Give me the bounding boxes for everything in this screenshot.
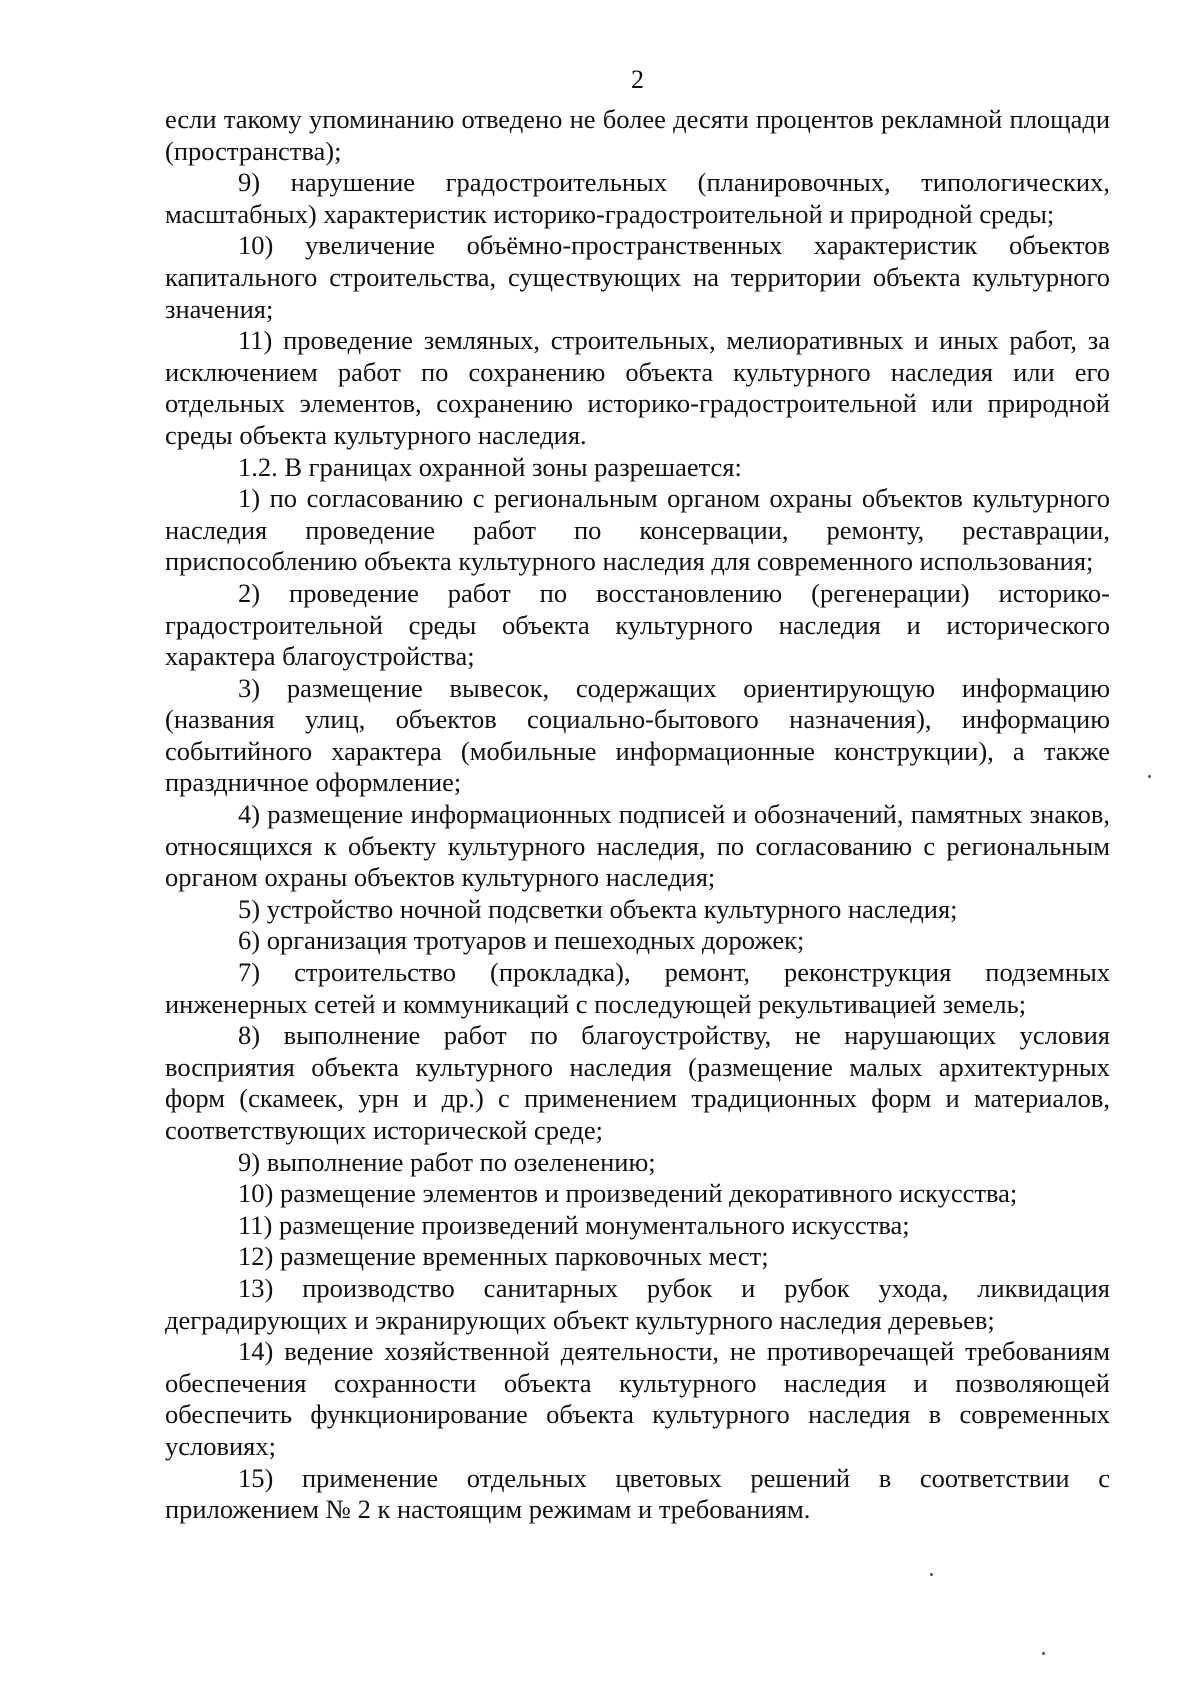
paragraph: если такому упоминанию отведено не более десяти процентов рекламной площади (пространства);	[165, 104, 1110, 166]
paragraph: 6) организация тротуаров и пешеходных дорожек;	[238, 925, 805, 956]
page-number: 2	[631, 65, 644, 94]
paragraph: 14) ведение хозяйственной деятельности, не противоречащей требованиям обеспечения сохранности объекта культурного наследия и позволяющей обеспечить функционирование объекта культурного наследия в современных условиях;	[165, 1336, 1110, 1461]
paragraph: 9) нарушение градостроительных (планировочных, типологических, масштабных) характеристик историко-градостроительной и природной среды;	[165, 167, 1110, 229]
paragraph: 7) строительство (прокладка), ремонт, реконструкция подземных инженерных сетей и коммуникаций с последующей рекультивацией земель;	[165, 957, 1110, 1019]
paragraph: 1) по согласованию с региональным органом охраны объектов культурного наследия проведение работ по консервации, ремонту, реставрации, приспособлению объекта культурного наследия для современного использования;	[165, 483, 1110, 577]
scan-speck	[1042, 1652, 1045, 1655]
paragraph: 12) размещение временных парковочных мест;	[238, 1241, 769, 1272]
paragraph: 2) проведение работ по восстановлению (регенерации) историко-градостроительной среды объекта культурного наследия и исторического характера благоустройства;	[165, 577, 1110, 672]
paragraph: 15) применение отдельных цветовых решений в соответствии с приложением № 2 к настоящим режимам и требованиям.	[165, 1462, 1110, 1525]
paragraph: 3) размещение вывесок, содержащих ориентирующую информацию (названия улиц, объектов социально-бытового назначения), информацию событийного характера (мобильные информационные конструкции), а также праздничное оформление;	[165, 672, 1110, 798]
paragraph: 8) выполнение работ по благоустройству, не нарушающих условия восприятия объекта культурного наследия (размещение малых архитектурных форм (скамеек, урн и др.) с применением традиционных форм и материалов, соответствующих исторической среде;	[165, 1020, 1110, 1145]
paragraph: 9) выполнение работ по озеленению;	[238, 1146, 656, 1177]
paragraph: 4) размещение информационных подписей и обозначений, памятных знаков, относящихся к объекту культурного наследия, по согласованию с региональным органом охраны объектов культурного наследия;	[165, 799, 1110, 893]
scan-speck	[930, 1573, 933, 1576]
scan-speck	[1148, 775, 1151, 778]
paragraph: 11) проведение земляных, строительных, мелиоративных и иных работ, за исключением работ по сохранению объекта культурного наследия или его отдельных элементов, сохранению историко-градостроительной или природной среды объекта культурного наследия.	[165, 325, 1110, 450]
paragraph: 13) производство санитарных рубок и рубок ухода, ликвидация деградирующих и экранирующих объект культурного наследия деревьев;	[165, 1272, 1110, 1335]
paragraph: 10) увеличение объёмно-пространственных характеристик объектов капитального строительства, существующих на территории объекта культурного значения;	[165, 230, 1110, 324]
paragraph: 11) размещение произведений монументального искусства;	[238, 1209, 910, 1240]
paragraph: 5) устройство ночной подсветки объекта культурного наследия;	[238, 893, 958, 924]
document-body	[165, 104, 1110, 1526]
paragraph: 10) размещение элементов и произведений декоративного искусства;	[238, 1178, 1018, 1209]
section-heading: 1.2. В границах охранной зоны разрешается:	[238, 451, 742, 482]
